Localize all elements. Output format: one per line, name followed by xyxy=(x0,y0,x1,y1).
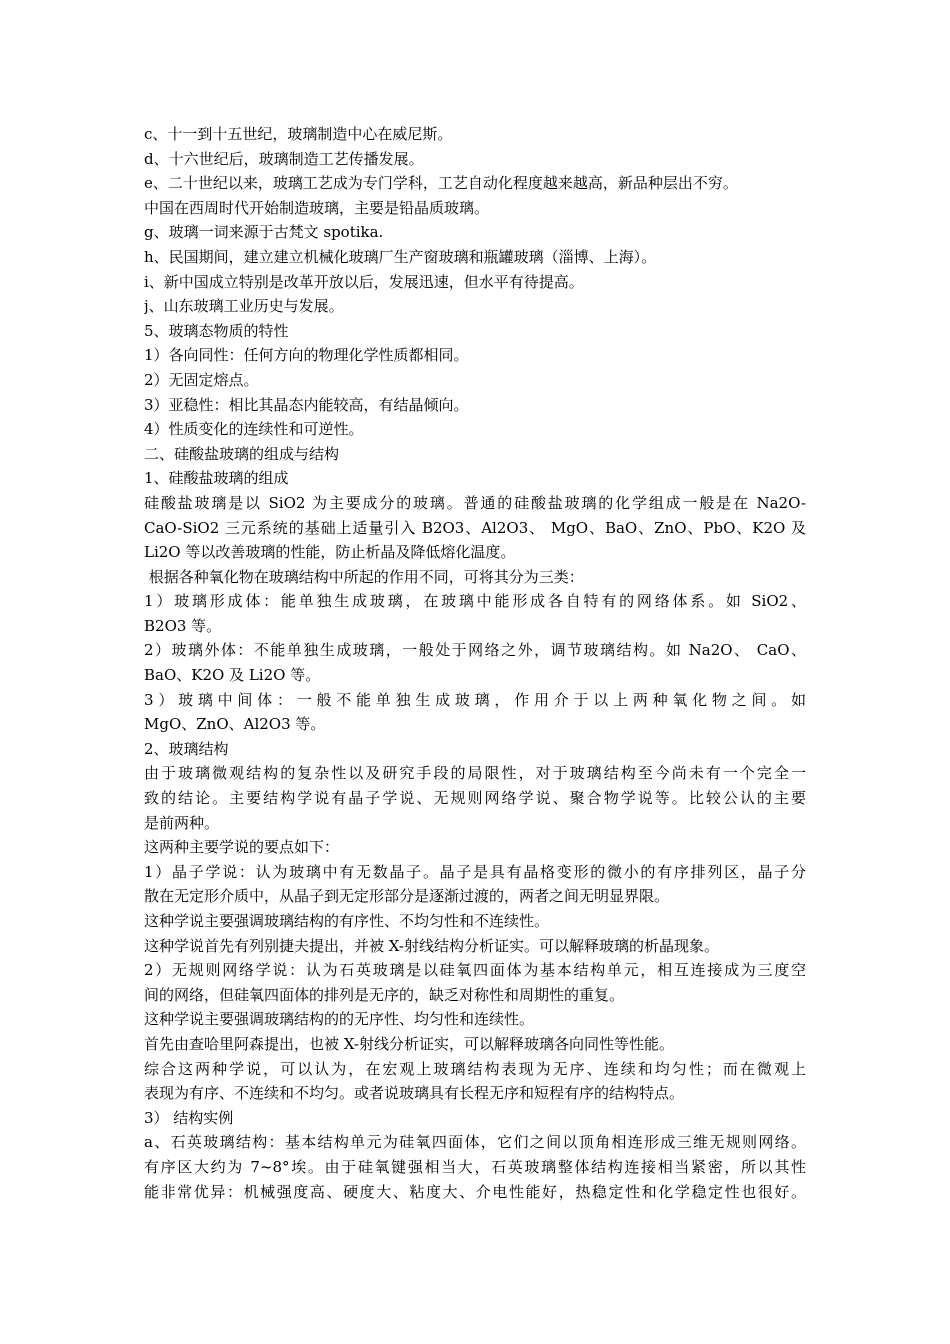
text-line: g、玻璃一词来源于古梵文 spotika. xyxy=(144,223,384,242)
text-line: 表现为有序、不连续和不均匀。或者说玻璃具有长程无序和短程有序的结构特点。 xyxy=(144,1084,685,1103)
text-line: e、二十世纪以来，玻璃工艺成为专门学科，工艺自动化程度越来越高，新品种层出不穷。 xyxy=(144,174,738,193)
text-line: 根据各种氧化物在玻璃结构中所起的作用不同，可将其分为三类： xyxy=(144,567,584,586)
text-line: B2O3 等。 xyxy=(144,616,222,635)
text-line: 间的网络，但硅氧四面体的排列是无序的，缺乏对称性和周期性的重复。 xyxy=(144,985,625,1004)
text-line: j、山东玻璃工业历史与发展。 xyxy=(144,297,344,316)
text-line: 综合这两种学说，可以认为，在宏观上玻璃结构表现为无序、连续和均匀性；而在微观上 xyxy=(144,1059,806,1078)
text-line: a、石英玻璃结构：基本结构单元为硅氧四面体，它们之间以顶角相连形成三维无规则网络。 xyxy=(144,1133,806,1152)
text-line: 这种学说主要强调玻璃结构的的无序性、均匀性和连续性。 xyxy=(144,1010,535,1029)
text-line: MgO、ZnO、Al2O3 等。 xyxy=(144,715,326,734)
section-heading: 1、硅酸盐玻璃的组成 xyxy=(144,469,289,488)
text-line: 1）各向同性：任何方向的物理化学性质都相同。 xyxy=(144,346,469,365)
text-line: 这种学说主要强调玻璃结构的有序性、不均匀性和不连续性。 xyxy=(144,912,550,930)
text-line: 中国在西周时代开始制造玻璃，主要是铅晶质玻璃。 xyxy=(144,198,490,217)
text-line: BaO、K2O 及 Li2O 等。 xyxy=(144,666,321,685)
text-line: 1）晶子学说：认为玻璃中有无数晶子。晶子是具有晶格变形的微小的有序排列区，晶子分 xyxy=(144,862,806,881)
section-heading: 3） 结构实例 xyxy=(144,1108,234,1127)
text-line: 硅酸盐玻璃是以 SiO2 为主要成分的玻璃。普通的硅酸盐玻璃的化学组成一般是在 Na2O- xyxy=(144,493,806,512)
text-line: 有序区大约为 7~8°埃。由于硅氧键强相当大，石英玻璃整体结构连接相当紧密，所以其性 xyxy=(144,1157,806,1176)
text-line: CaO-SiO2 三元系统的基础上适量引入 B2O3、Al2O3、 MgO、BaO、ZnO、PbO、K2O 及 xyxy=(144,518,806,537)
text-line: 2）无固定熔点。 xyxy=(144,370,259,389)
text-line: c、十一到十五世纪，玻璃制造中心在威尼斯。 xyxy=(144,125,453,143)
text-line: 是前两种。 xyxy=(144,813,220,832)
text-line: 2）无规则网络学说：认为石英玻璃是以硅氧四面体为基本结构单元，相互连接成为三度空 xyxy=(144,961,806,980)
text-line: 3）亚稳性：相比其晶态内能较高，有结晶倾向。 xyxy=(144,395,469,414)
section-heading: 2、玻璃结构 xyxy=(144,739,229,758)
text-line: 1）玻璃形成体：能单独生成玻璃，在玻璃中能形成各自特有的网络体系。如 SiO2、 xyxy=(144,592,806,611)
text-line: 散在无定形介质中，从晶子到无定形部分是逐渐过渡的，两者之间无明显界限。 xyxy=(144,887,670,906)
section-heading: 5、玻璃态物质的特性 xyxy=(144,321,289,340)
text-line: 这种学说首先有列别捷夫提出，并被 X-射线结构分析证实。可以解释玻璃的析晶现象。 xyxy=(144,936,719,955)
text-line: 致的结论。主要结构学说有晶子学说、无规则网络学说、聚合物学说等。比较公认的主要 xyxy=(144,789,806,808)
text-line: 3）玻璃中间体：一般不能单独生成玻璃，作用介于以上两种氧化物之间。如 xyxy=(144,690,806,709)
text-line: d、十六世纪后，玻璃制造工艺传播发展。 xyxy=(144,149,424,168)
text-line: 首先由查哈里阿森提出，也被 X-射线分析证实，可以解释玻璃各向同性等性能。 xyxy=(144,1034,674,1053)
text-line: Li2O 等以改善玻璃的性能，防止析晶及降低熔化温度。 xyxy=(144,543,516,562)
text-line: i、新中国成立特别是改革开放以后，发展迅速，但水平有待提高。 xyxy=(144,272,584,291)
text-line: 2）玻璃外体：不能单独生成玻璃，一般处于网络之外，调节玻璃结构。如 Na2O、 CaO、 xyxy=(144,641,806,660)
text-line: 这两种主要学说的要点如下： xyxy=(144,838,340,857)
document-body xyxy=(144,122,806,1204)
text-line: 由于玻璃微观结构的复杂性以及研究手段的局限性，对于玻璃结构至今尚未有一个完全一 xyxy=(144,764,806,783)
text-line: 4）性质变化的连续性和可逆性。 xyxy=(144,420,364,439)
text-line: h、民国期间，建立建立机械化玻璃厂生产窗玻璃和瓶罐玻璃（淄博、上海）。 xyxy=(144,247,657,266)
text-line: 能非常优异：机械强度高、硬度大、粘度大、介电性能好，热稳定性和化学稳定性也很好。 xyxy=(144,1182,806,1201)
section-heading: 二、硅酸盐玻璃的组成与结构 xyxy=(144,444,340,463)
